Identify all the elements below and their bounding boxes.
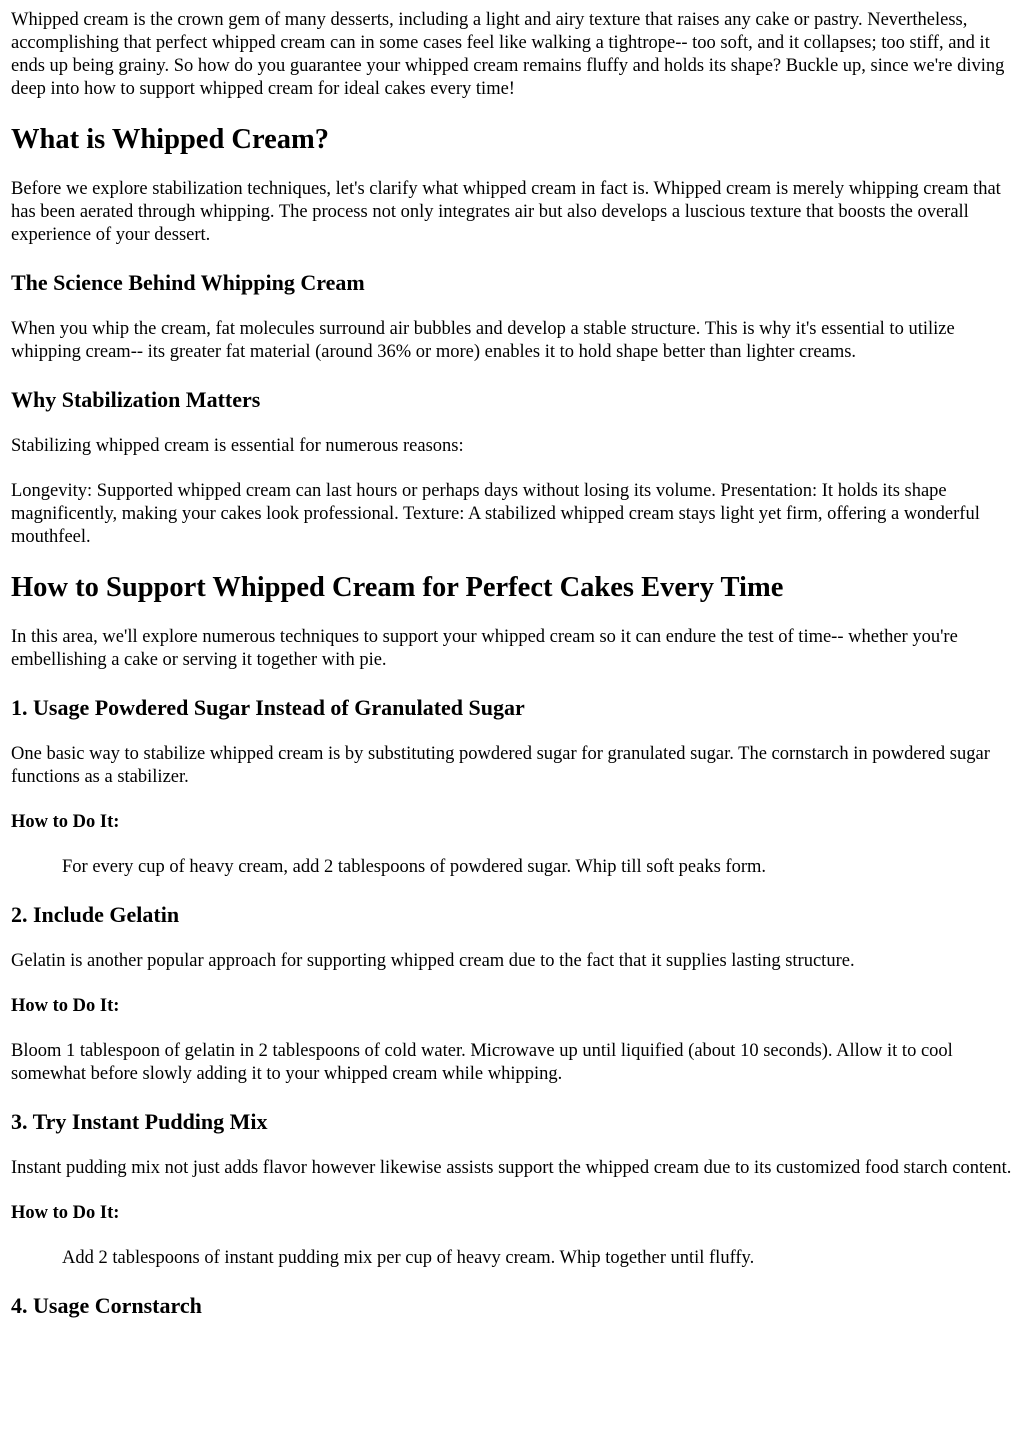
what-is-whipped-cream-heading: What is Whipped Cream?: [11, 124, 330, 155]
gelatin-steps: Bloom 1 tablespoon of gelatin in 2 tablespoons of cold water. Microwave up until liquified (about 10 seconds). Allow it to cool somewhat before slowly adding it to your whipped cream while whipping.: [11, 1041, 953, 1084]
how-to-support-paragraph: In this area, we'll explore numerous techniques to support your whipped cream so it can endure the test of time-- whether you're embellishing a cake or serving it together with pie.: [11, 627, 958, 670]
pudding-mix-how-heading: How to Do It:: [11, 1203, 120, 1223]
powdered-sugar-how-heading: How to Do It:: [11, 812, 120, 832]
powdered-sugar-paragraph: One basic way to stabilize whipped cream is by substituting powdered sugar for granulated sugar. The cornstarch in powdered sugar functions as a stabilizer.: [11, 744, 990, 787]
powdered-sugar-steps: For every cup of heavy cream, add 2 tablespoons of powdered sugar. Whip till soft peaks form.: [62, 857, 767, 877]
how-to-support-heading: How to Support Whipped Cream for Perfect Cakes Every Time: [11, 572, 784, 603]
science-paragraph: When you whip the cream, fat molecules surround air bubbles and develop a stable structure. This is why it's essential to utilize whipping cream-- its greater fat material (around 36% or more) enables it to hold shape better than lighter creams.: [11, 319, 955, 362]
stabilization-matters-paragraph: Stabilizing whipped cream is essential for numerous reasons:: [11, 436, 464, 456]
gelatin-how-heading: How to Do It:: [11, 996, 120, 1016]
stabilization-reasons-paragraph: Longevity: Supported whipped cream can last hours or perhaps days without losing its volume. Presentation: It holds its shape magnificently, making your cakes look professional. Texture: A stabilized whipped cream stays light yet firm, offering a wonderful mouthfeel.: [11, 481, 980, 547]
intro-paragraph: Whipped cream is the crown gem of many desserts, including a light and airy texture that raises any cake or pastry. Nevertheless, accomplishing that perfect whipped cream can in some cases feel like walking a tightrope-- too soft, and it collapses; too stiff, and it ends up being grainy. So how do you guarantee your whipped cream remains fluffy and holds its shape? Buckle up, since we're diving deep into how to support whipped cream for ideal cakes every time!: [11, 10, 1005, 99]
pudding-mix-paragraph: Instant pudding mix not just adds flavor however likewise assists support the whipped cream due to its customized food starch content.: [11, 1158, 1012, 1178]
science-heading: The Science Behind Whipping Cream: [11, 270, 365, 295]
gelatin-paragraph: Gelatin is another popular approach for supporting whipped cream due to the fact that it supplies lasting structure.: [11, 951, 855, 971]
pudding-mix-steps: Add 2 tablespoons of instant pudding mix per cup of heavy cream. Whip together until fluffy.: [62, 1248, 755, 1268]
gelatin-heading: 2. Include Gelatin: [11, 902, 180, 927]
powdered-sugar-heading: 1. Usage Powdered Sugar Instead of Granulated Sugar: [11, 695, 525, 720]
what-is-whipped-cream-paragraph: Before we explore stabilization techniques, let's clarify what whipped cream in fact is. Whipped cream is merely whipping cream that has been aerated through whipping. The process not only integrates air but also develops a luscious texture that boosts the overall experience of your dessert.: [11, 179, 1001, 245]
cornstarch-heading: 4. Usage Cornstarch: [11, 1293, 202, 1318]
stabilization-matters-heading: Why Stabilization Matters: [11, 387, 261, 412]
pudding-mix-heading: 3. Try Instant Pudding Mix: [11, 1109, 268, 1134]
